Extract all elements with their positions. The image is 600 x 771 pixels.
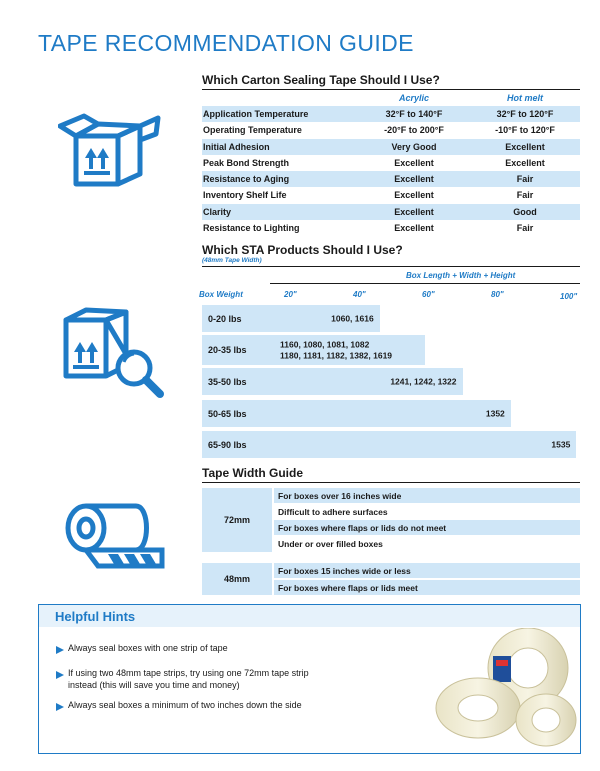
axis-tick-label: 80"	[491, 290, 504, 299]
column-header-acrylic: Acrylic	[398, 93, 430, 103]
section2-title: Which STA Products Should I Use?	[202, 243, 403, 257]
acrylic-value: Excellent	[394, 174, 434, 185]
table-row	[202, 155, 580, 171]
hint-item	[68, 668, 309, 691]
section2-subtitle: (48mm Tape Width)	[202, 257, 262, 264]
hotmelt-value: Fair	[516, 190, 534, 201]
list-item: For boxes where flaps or lids do not meet	[274, 520, 580, 535]
axis-title: Box Length + Width + Height	[406, 271, 516, 280]
products-line: 1535	[551, 439, 571, 450]
section1-rule	[202, 89, 580, 90]
hotmelt-value: -10°F to 120°F	[495, 125, 555, 136]
arrow-bullet-icon	[56, 703, 64, 711]
tape-rolls-photo	[408, 628, 578, 750]
hint-item	[68, 643, 228, 655]
row-label: Peak Bond Strength	[203, 157, 290, 168]
column-header-hotmelt: Hot melt	[507, 93, 543, 103]
table-row	[202, 171, 580, 187]
hint-line: If using two 48mm tape strips, try using one 72mm tape strip	[68, 668, 309, 678]
hint-line: Always seal boxes a minimum of two inches down the side	[68, 700, 302, 710]
hint-item	[68, 700, 302, 712]
bar-products-label	[331, 313, 374, 324]
hints-header	[39, 605, 580, 627]
axis-tick-label: 40"	[353, 290, 366, 299]
hotmelt-value: Excellent	[505, 141, 545, 152]
hotmelt-value: Fair	[516, 174, 534, 185]
bar-weight-label: 65-90 lbs	[208, 439, 247, 450]
acrylic-value: Excellent	[394, 157, 434, 168]
section2-rule	[202, 266, 580, 267]
table-row	[202, 204, 580, 220]
section3-rule	[202, 482, 580, 483]
row-label: Initial Adhesion	[203, 141, 270, 152]
products-line: 1060, 1616	[331, 313, 374, 324]
bar-row	[202, 431, 576, 458]
bar-weight-label: 50-65 lbs	[208, 408, 247, 419]
hotmelt-value: Fair	[516, 223, 534, 234]
width-label: 48mm	[223, 574, 251, 584]
hint-line: Always seal boxes with one strip of tape	[68, 643, 228, 653]
row-label: Operating Temperature	[203, 125, 302, 136]
page-title: TAPE RECOMMENDATION GUIDE	[38, 30, 414, 56]
list-item: For boxes over 16 inches wide	[274, 488, 580, 503]
width-72mm-block	[202, 488, 272, 552]
arrow-bullet-icon	[56, 671, 64, 679]
box-up-arrows-icon	[58, 104, 162, 190]
bar-weight-label: 35-50 lbs	[208, 376, 247, 387]
box-magnifier-icon	[62, 306, 166, 398]
table-row	[202, 106, 580, 122]
axis-tick-label: 60"	[422, 290, 435, 299]
row-label: Clarity	[203, 206, 232, 217]
axis-tick-label: 20"	[284, 290, 297, 299]
products-line: 1180, 1181, 1182, 1382, 1619	[280, 350, 393, 360]
list-item: Difficult to adhere surfaces	[278, 507, 388, 517]
products-line: 1352	[485, 408, 505, 419]
row-label: Application Temperature	[203, 109, 309, 119]
acrylic-value: -20°F to 200°F	[384, 125, 444, 136]
list-item: For boxes 15 inches wide or less	[274, 563, 580, 578]
acrylic-value: Very Good	[391, 141, 437, 152]
row-label: Resistance to Lighting	[203, 223, 300, 234]
row-label: Inventory Shelf Life	[203, 190, 287, 201]
bar-products-label	[390, 376, 456, 387]
width-label: 72mm	[223, 515, 251, 525]
list-item: For boxes where flaps or lids meet	[274, 580, 580, 595]
row-label: Resistance to Aging	[203, 174, 290, 185]
table-header	[202, 93, 580, 106]
section1-title: Which Carton Sealing Tape Should I Use?	[202, 73, 440, 87]
bar-weight-label: 0-20 lbs	[208, 313, 242, 324]
table-row	[202, 139, 580, 155]
bar-products-label	[486, 408, 505, 419]
table-row	[202, 122, 580, 138]
acrylic-value: Excellent	[394, 223, 434, 234]
section3-title: Tape Width Guide	[202, 466, 303, 480]
bar-row	[202, 368, 463, 395]
acrylic-value: Excellent	[394, 206, 434, 217]
acrylic-value: Excellent	[394, 190, 434, 201]
axis-tick-label: 100"	[560, 292, 578, 301]
tape-comparison-table	[202, 93, 580, 236]
bar-weight-label: 20-35 lbs	[208, 345, 247, 355]
arrow-bullet-icon	[56, 646, 64, 654]
tape-roll-icon	[58, 498, 166, 570]
products-line: 1241, 1242, 1322	[390, 376, 457, 387]
hotmelt-value: Good	[513, 206, 537, 217]
bar-row	[202, 335, 425, 365]
box-weight-header: Box Weight	[199, 290, 243, 299]
hotmelt-value: Excellent	[505, 157, 545, 168]
hints-title: Helpful Hints	[55, 609, 136, 624]
bar-products-label	[280, 339, 392, 360]
bar-products-label	[551, 439, 570, 450]
bar-row	[202, 400, 511, 427]
acrylic-value: 32°F to 140°F	[385, 109, 443, 119]
table-row	[202, 187, 580, 203]
products-line: 1160, 1080, 1081, 1082	[280, 339, 370, 350]
width-48mm-block	[202, 563, 272, 595]
hint-line: instead (this will save you time and money)	[68, 679, 240, 690]
list-item: Under or over filled boxes	[278, 539, 383, 549]
axis-line	[270, 283, 580, 284]
table-row	[202, 220, 580, 236]
bar-row	[202, 305, 380, 332]
hotmelt-value: 32°F to 120°F	[496, 109, 554, 119]
